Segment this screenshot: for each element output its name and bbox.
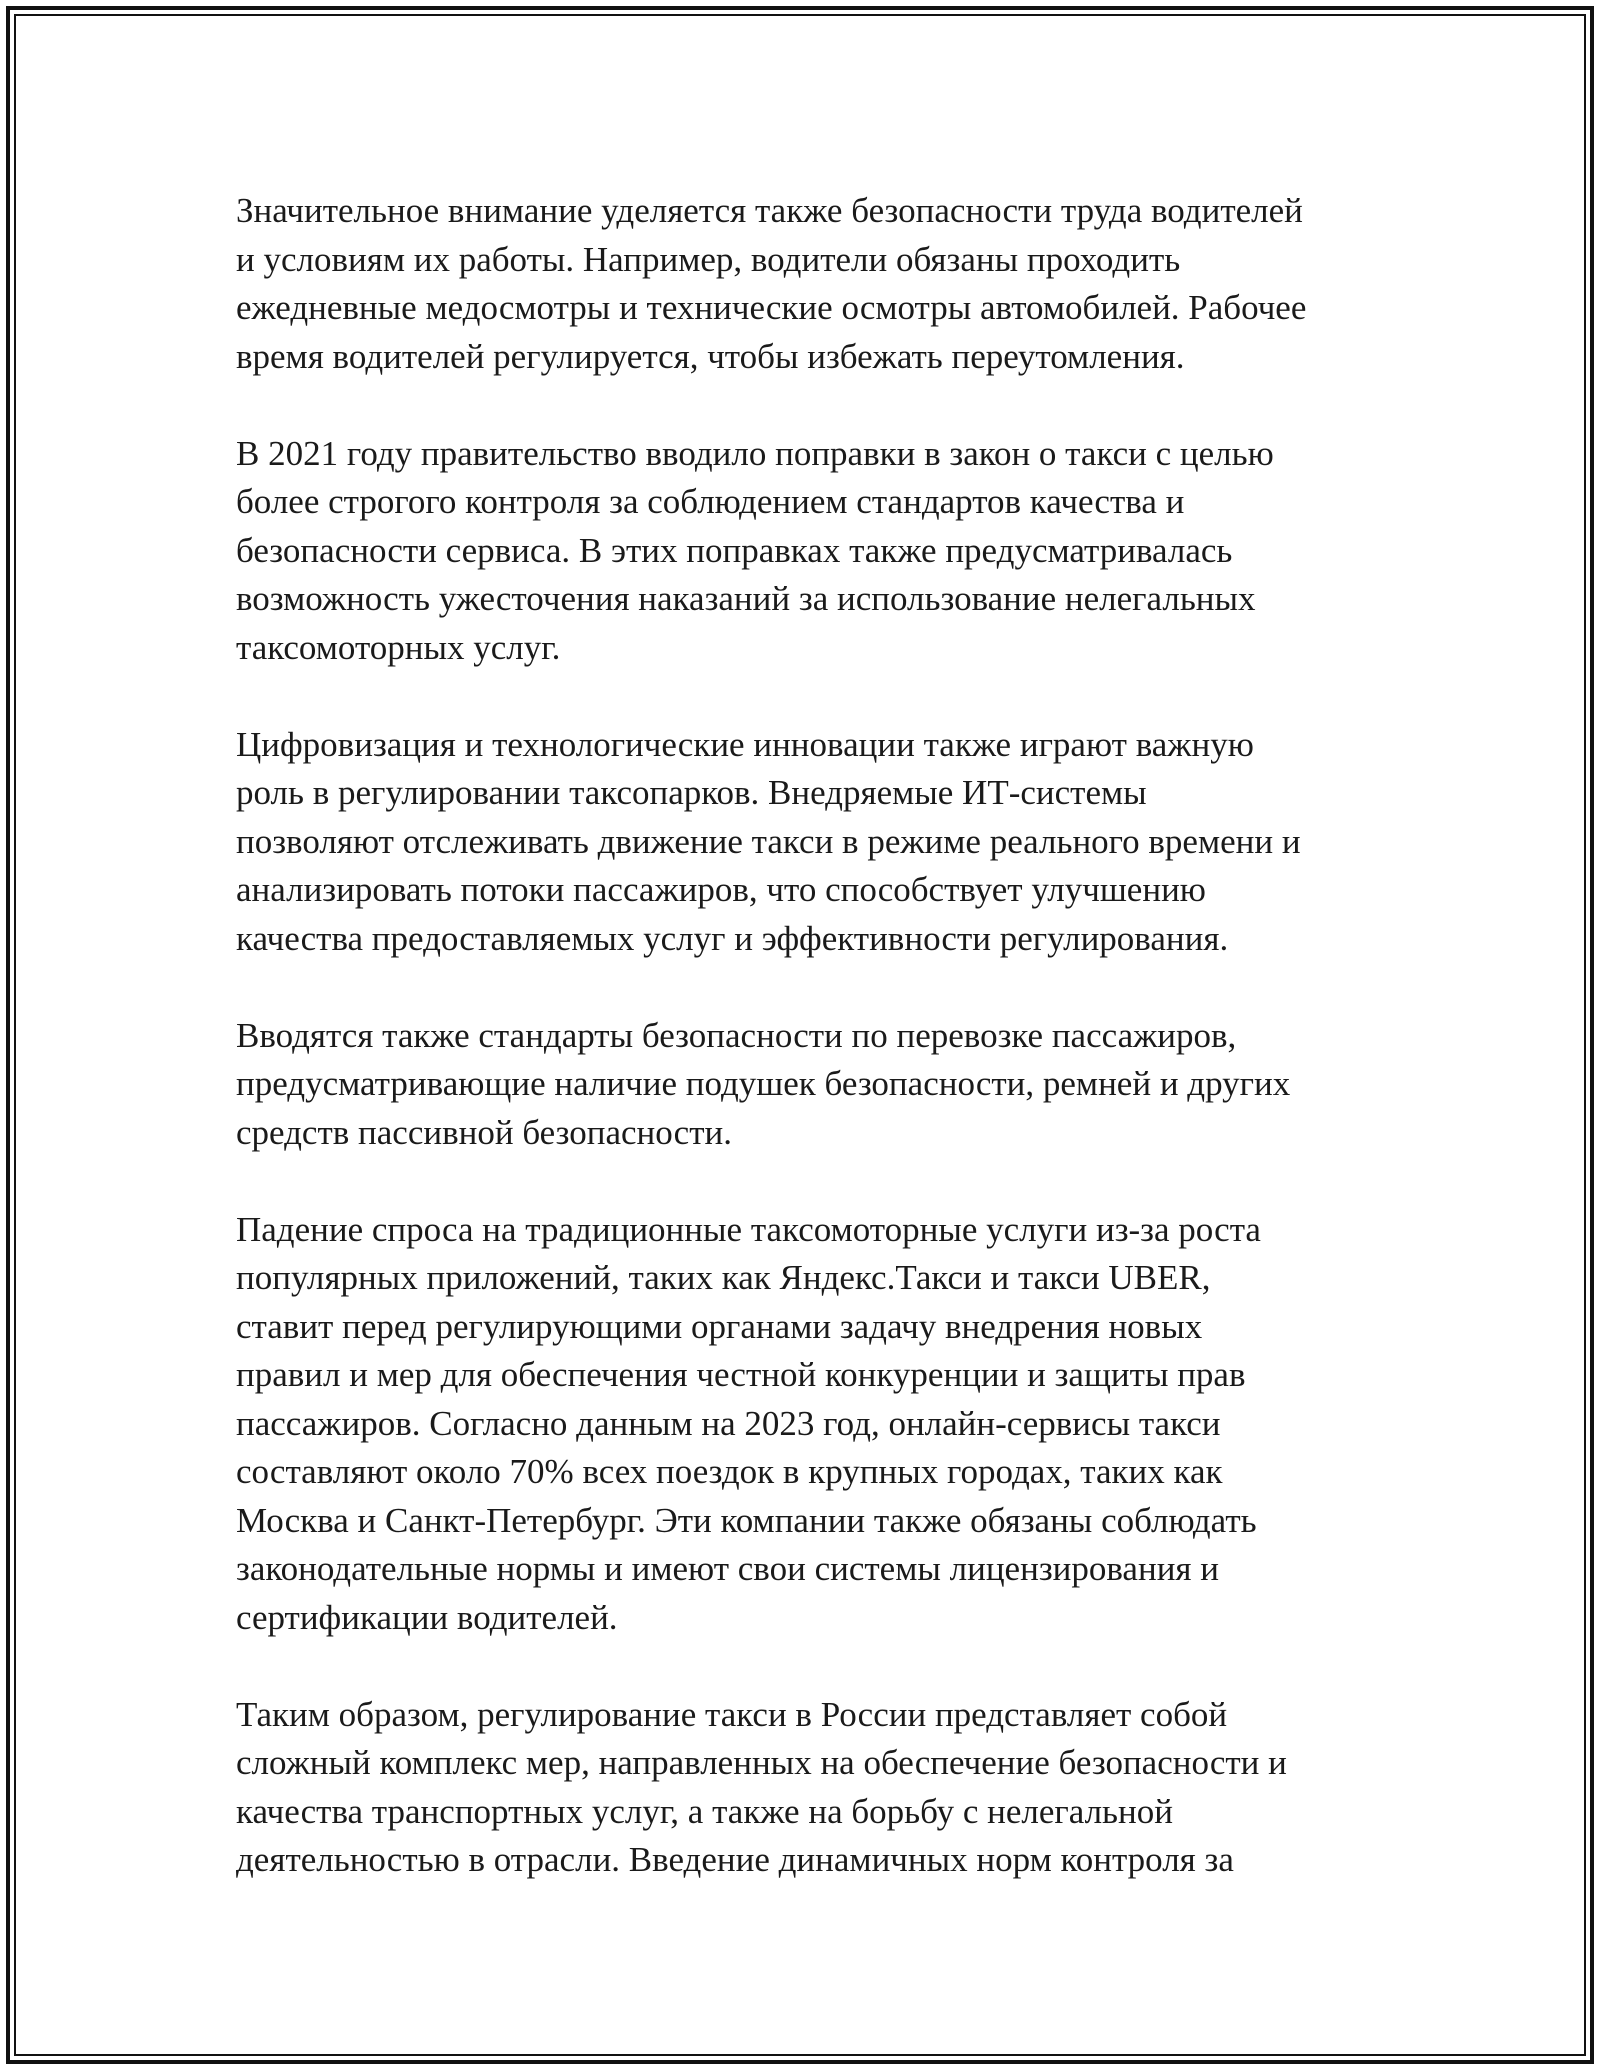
text-line: Вводятся также стандарты безопасности по перевозке пассажиров, [236, 1015, 1237, 1055]
text-line: деятельностью в отрасли. Введение динамичных норм контроля за [236, 1840, 1234, 1879]
text-line: безопасности сервиса. В этих поправках также предусматривалась [236, 530, 1233, 570]
text-line: составляют около 70% всех поездок в крупных городах, таких как [236, 1452, 1223, 1491]
text-line: анализировать потоки пассажиров, что способствует улучшению [236, 870, 1206, 909]
text-line: Значительное внимание уделяется также безопасности труда водителей [236, 191, 1303, 230]
text-line: и условиям их работы. Например, водители обязаны проходить [236, 239, 1181, 279]
text-line: качества транспортных услуг, а также на борьбу с нелегальной [236, 1791, 1173, 1831]
text-line: В 2021 году правительство вводило поправки в закон о такси с целью [236, 433, 1274, 473]
text-line: Москва и Санкт-Петербург. Эти компании также обязаны соблюдать [236, 1500, 1257, 1540]
text-line: законодательные нормы и имеют свои системы лицензирования и [236, 1549, 1220, 1588]
text-line: сложный комплекс мер, направленных на обеспечение безопасности и [236, 1743, 1287, 1782]
text-line: популярных приложений, таких как Яндекс.Такси и такси UBER, [236, 1258, 1211, 1297]
text-line: Таким образом, регулирование такси в России представляет собой [236, 1694, 1228, 1734]
document-body [236, 187, 1386, 1885]
text-line: сертификации водителей. [236, 1597, 618, 1637]
text-line: качества предоставляемых услуг и эффективности регулирования. [236, 918, 1229, 958]
text-line: пассажиров. Согласно данным на 2023 год, онлайн-сервисы такси [236, 1403, 1221, 1443]
text-line: позволяют отслеживать движение такси в режиме реального времени и [236, 821, 1301, 861]
text-line: Падение спроса на традиционные таксомоторные услуги из-за роста [236, 1209, 1261, 1249]
text-line: средств пассивной безопасности. [236, 1112, 732, 1152]
text-line: возможность ужесточения наказаний за использование нелегальных [236, 579, 1256, 618]
text-line: Цифровизация и технологические инновации также играют важную [236, 724, 1254, 764]
text-line: предусматривающие наличие подушек безопасности, ремней и других [236, 1064, 1291, 1103]
paragraph [236, 187, 1386, 381]
paragraph [236, 1012, 1386, 1158]
paragraph [236, 1691, 1386, 1885]
text-line: роль в регулировании таксопарков. Внедряемые ИТ-системы [236, 773, 1147, 812]
paragraph [236, 430, 1386, 673]
paragraph [236, 1206, 1386, 1643]
text-line: ежедневные медосмотры и технические осмотры автомобилей. Рабочее [236, 288, 1307, 327]
text-line: более строгого контроля за соблюдением стандартов качества и [236, 482, 1185, 521]
text-line: таксомоторных услуг. [236, 627, 561, 667]
text-line: ставит перед регулирующими органами задачу внедрения новых [236, 1306, 1203, 1346]
text-line: время водителей регулируется, чтобы избежать переутомления. [236, 336, 1185, 376]
paragraph [236, 721, 1386, 964]
text-line: правил и мер для обеспечения честной конкуренции и защиты прав [236, 1355, 1246, 1394]
